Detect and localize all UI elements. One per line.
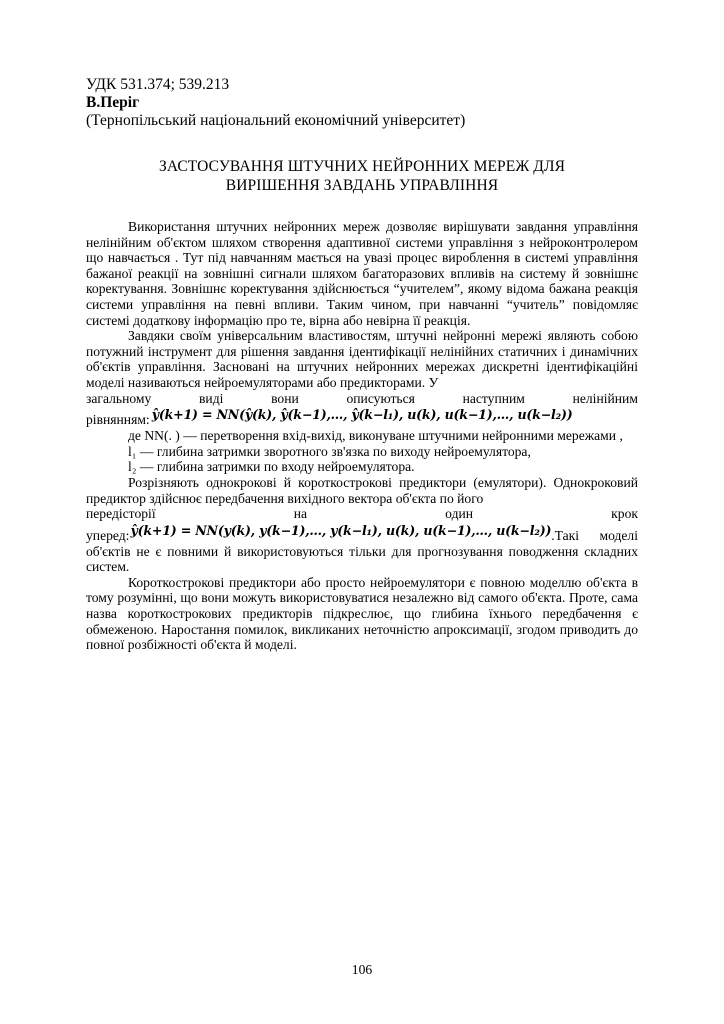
paper-page	[86, 76, 638, 653]
eq-lead-text: рівнянням:	[86, 412, 150, 428]
paragraph-4: Розрізняють однокрокові й короткострокові предиктори (емулятори). Однокроковий предиктор здійснює передбачення вихідного вектора об'єкта по його	[86, 474, 638, 506]
paragraph-5: Короткострокові предиктори або просто нейроемулятори є повною моделлю об'єкта в тому розумінні, що вони можуть використовуватися незалежно від самого об'єкта. Проте, сама назва короткострокових предикторів підкреслює, що глибина їхнього передбачення є обмеженою. Наростання помилок, викликаних неточністю апроксимації, згодом приводить до повної розбіжності об'єкта й моделі.	[86, 574, 638, 653]
equation-2: ŷ(k+1) = NN(y(k), y(k−1),…, y(k−l₁), u(k), u(k−1),…, u(k−l₂))	[130, 522, 552, 538]
udc-code: УДК 531.374; 539.213	[86, 76, 230, 93]
p2-word: вони	[271, 390, 299, 406]
paragraph-2: Завдяки своїм універсальним властивостям, штучні нейронні мережі являють собою потужний інструмент для рішення завдання ідентифікації нелінійних статичних і динамічних об'єктів управління. Засновані на штучних нейронних мережах дискретні ідентифікаційні моделі називаються нейроемуляторами або предикторами. У	[86, 328, 638, 390]
p2-word: загальному	[86, 390, 152, 406]
page-number: 106	[351, 962, 373, 977]
p2-word: виді	[199, 390, 224, 406]
definition-l2: l₂ — глибина затримки по входу нейроемулятора.	[128, 459, 415, 475]
paragraph-3: де NN(. ) — перетворення вхід-вихід, виконуване штучними нейронними мережами ,	[128, 428, 623, 444]
equation-line-1	[86, 406, 638, 428]
eq2-trailing-text: .Такі	[551, 527, 579, 543]
paragraph-4-spread-line	[86, 506, 638, 522]
p4-word: крок	[611, 506, 638, 522]
eq2-trailing-word: моделі	[599, 527, 638, 543]
paper-title	[86, 157, 638, 195]
title-line-2: ВИРІШЕННЯ ЗАВДАНЬ УПРАВЛІННЯ	[225, 177, 499, 194]
p2-word: нелінійним	[572, 390, 638, 406]
p4-word: на	[293, 506, 308, 522]
p4-word: передісторії	[86, 506, 156, 522]
equation-line-2	[86, 522, 638, 544]
definition-l1: l₁ — глибина затримки зворотного зв'язка по виходу нейроемулятора,	[128, 443, 531, 459]
paragraph-1: Використання штучних нейронних мереж дозволяє вирішувати завдання управління нелінійним об'єктом шляхом створення адаптивної системи управління з нейроконтролером що навчається . Тут під навчанням мається на увазі процес вироблення в системі управління бажаної реакції на зовнішні сигнали шляхом багаторазових впливів на систему й зовнішнє коректування. Зовнішнє коректування здійснюється “учителем”, якому відома бажана реакція системи управління на певні впливи. Таким чином, при навчанні “учитель” повідомляє системі додаткову інформацію про те, вірна або невірна її реакція.	[86, 219, 638, 328]
author-name: В.Періг	[86, 94, 140, 111]
equation-1: ŷ(k+1) = NN(ŷ(k), ŷ(k−1),…, ŷ(k−l₁), u(k), u(k−1),…, u(k−l₂))	[151, 407, 573, 423]
paragraph-4-end: об'єктів не є повними й використовуються тільки для прогнозування поводження складних систем.	[86, 543, 638, 575]
p2-word: наступним	[462, 390, 525, 406]
paragraph-2-spread-line	[86, 391, 638, 407]
title-line-1: ЗАСТОСУВАННЯ ШТУЧНИХ НЕЙРОННИХ МЕРЕЖ ДЛЯ	[158, 158, 566, 175]
p4-word: один	[445, 506, 474, 522]
p2-word: описуються	[346, 390, 415, 406]
eq2-lead-text: уперед:	[86, 527, 130, 543]
affiliation: (Тернопільський національний економічний університет)	[86, 112, 466, 129]
